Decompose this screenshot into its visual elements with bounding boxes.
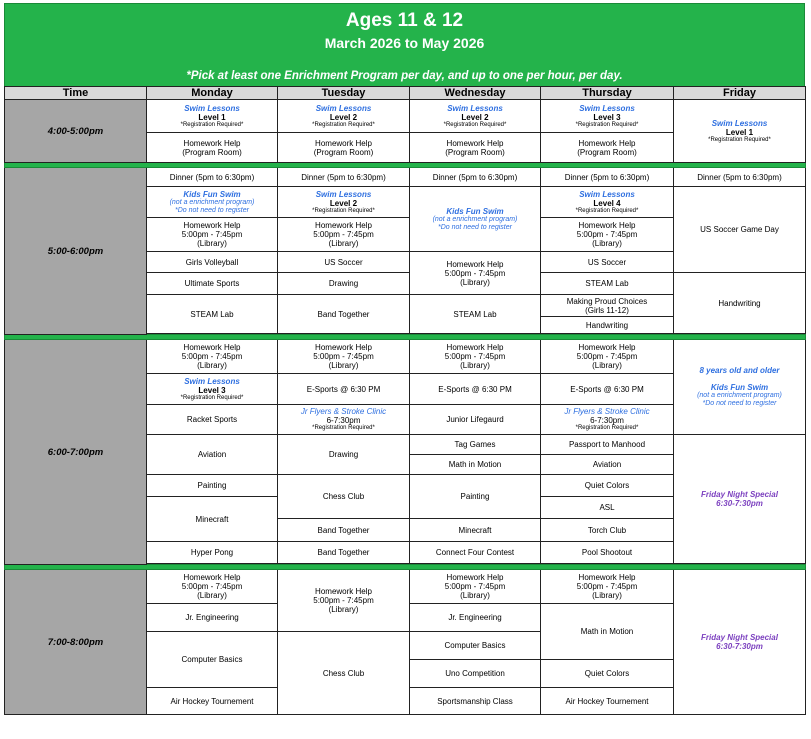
activity-time: 5:00pm - 7:45pm: [576, 230, 638, 239]
cell: Painting: [147, 475, 278, 497]
cell: Chess Club: [278, 475, 410, 519]
kids-swim-label: Kids Fun Swim: [183, 189, 241, 199]
cell: [278, 405, 410, 435]
cell: Dinner (5pm to 6:30pm): [541, 168, 674, 187]
location: (Program Room): [313, 147, 374, 157]
cell: Sportsmanship Class: [410, 688, 541, 715]
cell: Pool Shootout: [541, 542, 674, 564]
registration-note: *Registration Required*: [443, 121, 507, 128]
cell: STEAM Lab: [541, 273, 674, 295]
cell: Quiet Colors: [541, 660, 674, 688]
cell: [147, 187, 278, 218]
cell: Tag Games: [410, 435, 541, 455]
registration-note: *Registration Required*: [312, 425, 375, 431]
cell: Junior Lifegaurd: [410, 405, 541, 435]
time-slot-4pm: 4:00-5:00pm: [5, 100, 147, 163]
note: *Do not need to register: [438, 223, 512, 231]
cell: [147, 133, 278, 163]
registration-note: *Registration Required*: [575, 207, 639, 214]
cell: US Soccer: [541, 252, 674, 273]
level-label: Level 4: [593, 198, 621, 208]
swim-label: Swim Lessons: [711, 118, 768, 128]
kids-swim-label: Kids Fun Swim: [710, 383, 769, 392]
activity-name: Homework Help: [578, 221, 636, 230]
cell: Band Together: [278, 519, 410, 542]
activity-name: Homework Help: [315, 221, 372, 230]
header-banner: [4, 3, 805, 86]
activity-time: 5:00pm - 7:45pm: [181, 582, 243, 591]
activity-name: Homework Help: [446, 259, 504, 269]
cell: [541, 340, 674, 374]
note: (not a enrichment program): [169, 198, 255, 206]
cell: [278, 570, 410, 632]
cell: Minecraft: [410, 519, 541, 542]
activity-name: Homework Help: [578, 138, 636, 148]
cell: [674, 435, 806, 564]
cell: [674, 100, 806, 163]
swim-label: Swim Lessons: [579, 189, 635, 199]
cell: Connect Four Contest: [410, 542, 541, 564]
level-label: Level 1: [198, 112, 226, 122]
time-slot-7pm: 7:00-8:00pm: [5, 570, 147, 715]
activity-name: Homework Help: [578, 343, 636, 352]
friday-special: Friday Night Special: [701, 490, 778, 499]
activity-time: 5:00pm - 7:45pm: [181, 352, 243, 361]
registration-note: *Registration Required*: [575, 121, 639, 128]
cell: STEAM Lab: [147, 295, 278, 334]
location: (Library): [197, 591, 227, 600]
cell: E-Sports @ 6:30 PM: [278, 374, 410, 405]
level-label: Level 2: [329, 112, 358, 122]
level-label: Level 2: [461, 112, 489, 122]
activity-time: 5:00pm - 7:45pm: [313, 352, 374, 361]
cell: Math in Motion: [410, 455, 541, 475]
level-label: Level 2: [329, 198, 358, 208]
cell: [147, 374, 278, 405]
note: *Do not need to register: [175, 206, 249, 214]
cell: [541, 187, 674, 218]
registration-note: *Registration Required*: [180, 121, 244, 128]
location: (Library): [592, 239, 622, 248]
cell: [541, 100, 674, 133]
cell: Jr. Engineering: [147, 604, 278, 632]
cell: Dinner (5pm to 6:30pm): [278, 168, 410, 187]
activity-name: Making Proud Choices: [566, 296, 648, 306]
cell: [278, 187, 410, 218]
registration-note: *Registration Required*: [708, 136, 771, 143]
level-label: Level 3: [198, 385, 226, 395]
schedule-table: [4, 86, 806, 715]
col-header-wednesday: Wednesday: [410, 87, 541, 100]
location: (Library): [328, 605, 359, 614]
activity-time: 5:00pm - 7:45pm: [444, 268, 506, 278]
activity-time: 6-7:30pm: [590, 416, 624, 425]
cell: Quiet Colors: [541, 475, 674, 497]
location: (Program Room): [182, 147, 242, 157]
registration-note: *Registration Required*: [312, 207, 375, 214]
time-slot-6pm: 6:00-7:00pm: [5, 340, 147, 565]
col-header-time: Time: [5, 87, 147, 100]
cell: Passport to Manhood: [541, 435, 674, 455]
cell: US Soccer Game Day: [674, 187, 806, 273]
activity-time: 5:00pm - 7:45pm: [181, 230, 243, 239]
cell: [278, 100, 410, 133]
location: (Program Room): [445, 147, 505, 157]
cell: Band Together: [278, 295, 410, 334]
page-title: Ages 11 & 12: [345, 10, 464, 31]
cell: Band Together: [278, 542, 410, 564]
activity-time: 6-7:30pm: [326, 416, 361, 425]
note: (not a enrichment program): [432, 215, 518, 223]
activity-name: Homework Help: [315, 587, 372, 596]
cell: [541, 218, 674, 252]
cell: E-Sports @ 6:30 PM: [541, 374, 674, 405]
location: (Library): [328, 361, 359, 370]
level-label: Level 1: [725, 127, 754, 137]
cell: Girls Volleyball: [147, 252, 278, 273]
cell: Hyper Pong: [147, 542, 278, 564]
cell: Aviation: [541, 455, 674, 475]
location: (Library): [197, 361, 227, 370]
activity-subtitle: (Girls 11-12): [585, 305, 629, 315]
swim-label: Swim Lessons: [184, 103, 240, 113]
note: (not a enrichment program): [697, 392, 782, 399]
swim-label: Swim Lessons: [315, 189, 372, 199]
activity-name: Homework Help: [315, 343, 372, 352]
cell: Handwriting: [541, 317, 674, 334]
cell: Minecraft: [147, 497, 278, 542]
cell: Computer Basics: [147, 632, 278, 688]
cell: [147, 340, 278, 374]
header-row: [5, 87, 806, 100]
cell: [410, 100, 541, 133]
registration-note: *Registration Required*: [312, 121, 375, 128]
cell: Jr. Engineering: [410, 604, 541, 632]
instruction-note: *Pick at least one Enrichment Program per day, and up to one per hour, per day.: [186, 70, 623, 82]
cell: Dinner (5pm to 6:30pm): [674, 168, 806, 187]
location: (Library): [460, 277, 490, 287]
cell: Uno Competition: [410, 660, 541, 688]
cell: Drawing: [278, 435, 410, 475]
cell: [147, 570, 278, 604]
kids-swim-label: Kids Fun Swim: [446, 206, 504, 216]
cell: E-Sports @ 6:30 PM: [410, 374, 541, 405]
location: (Library): [592, 361, 622, 370]
age-note: 8 years old and older: [699, 366, 780, 375]
location: (Library): [592, 591, 622, 600]
col-header-monday: Monday: [147, 87, 278, 100]
friday-special-time: 6:30-7:30pm: [716, 499, 763, 508]
cell: STEAM Lab: [410, 295, 541, 334]
location: (Library): [460, 591, 490, 600]
cell: [674, 340, 806, 435]
registration-note: *Registration Required*: [180, 394, 244, 401]
cell: Handwriting: [674, 273, 806, 334]
cell: [410, 187, 541, 252]
location: (Library): [197, 239, 227, 248]
cell: ASL: [541, 497, 674, 519]
cell: Torch Club: [541, 519, 674, 542]
cell: [278, 340, 410, 374]
cell: [147, 100, 278, 133]
cell: [278, 218, 410, 252]
cell: [674, 570, 806, 715]
cell: Dinner (5pm to 6:30pm): [410, 168, 541, 187]
cell: [541, 570, 674, 604]
swim-label: Swim Lessons: [579, 103, 635, 113]
cell: [541, 295, 674, 317]
activity-name: Homework Help: [183, 573, 241, 582]
activity-name: Homework Help: [183, 221, 241, 230]
note: *Do not need to register: [702, 400, 777, 407]
cell: Math in Motion: [541, 604, 674, 660]
activity-name: Homework Help: [578, 573, 636, 582]
cell: [278, 133, 410, 163]
cell: Air Hockey Tournement: [541, 688, 674, 715]
activity-time: 5:00pm - 7:45pm: [313, 230, 374, 239]
cell: [541, 405, 674, 435]
activity-time: 5:00pm - 7:45pm: [576, 582, 638, 591]
cell: Chess Club: [278, 632, 410, 715]
cell: Aviation: [147, 435, 278, 475]
cell: Computer Basics: [410, 632, 541, 660]
cell: Painting: [410, 475, 541, 519]
location: (Program Room): [577, 147, 637, 157]
activity-name: Homework Help: [446, 573, 504, 582]
col-header-tuesday: Tuesday: [278, 87, 410, 100]
activity-time: 5:00pm - 7:45pm: [444, 582, 506, 591]
cell: [147, 218, 278, 252]
cell: Dinner (5pm to 6:30pm): [147, 168, 278, 187]
activity-name: Jr Flyers & Stroke Clinic: [300, 407, 387, 416]
friday-special-time: 6:30-7:30pm: [716, 642, 763, 651]
location: (Library): [328, 239, 359, 248]
activity-name: Homework Help: [315, 138, 372, 148]
cell: [410, 570, 541, 604]
activity-name: Homework Help: [446, 138, 504, 148]
location: (Library): [460, 361, 490, 370]
cell: [410, 133, 541, 163]
cell: US Soccer: [278, 252, 410, 273]
cell: Ultimate Sports: [147, 273, 278, 295]
cell: [410, 340, 541, 374]
activity-time: 5:00pm - 7:45pm: [444, 352, 506, 361]
activity-name: Homework Help: [183, 138, 241, 148]
cell: [541, 133, 674, 163]
activity-time: 5:00pm - 7:45pm: [313, 596, 374, 605]
cell: [410, 252, 541, 295]
swim-label: Swim Lessons: [447, 103, 503, 113]
date-range: March 2026 to May 2026: [324, 35, 485, 51]
activity-time: 5:00pm - 7:45pm: [576, 352, 638, 361]
level-label: Level 3: [593, 112, 621, 122]
col-header-thursday: Thursday: [541, 87, 674, 100]
cell: Air Hockey Tournement: [147, 688, 278, 715]
swim-label: Swim Lessons: [315, 103, 372, 113]
activity-name: Jr Flyers & Stroke Clinic: [564, 407, 650, 416]
time-slot-5pm: 5:00-6:00pm: [5, 168, 147, 335]
swim-label: Swim Lessons: [184, 376, 240, 386]
cell: Racket Sports: [147, 405, 278, 435]
activity-name: Homework Help: [183, 343, 241, 352]
friday-special: Friday Night Special: [701, 633, 778, 642]
cell: Drawing: [278, 273, 410, 295]
schedule-page: [4, 3, 805, 715]
registration-note: *Registration Required*: [575, 425, 639, 431]
activity-name: Homework Help: [446, 343, 504, 352]
col-header-friday: Friday: [674, 87, 806, 100]
